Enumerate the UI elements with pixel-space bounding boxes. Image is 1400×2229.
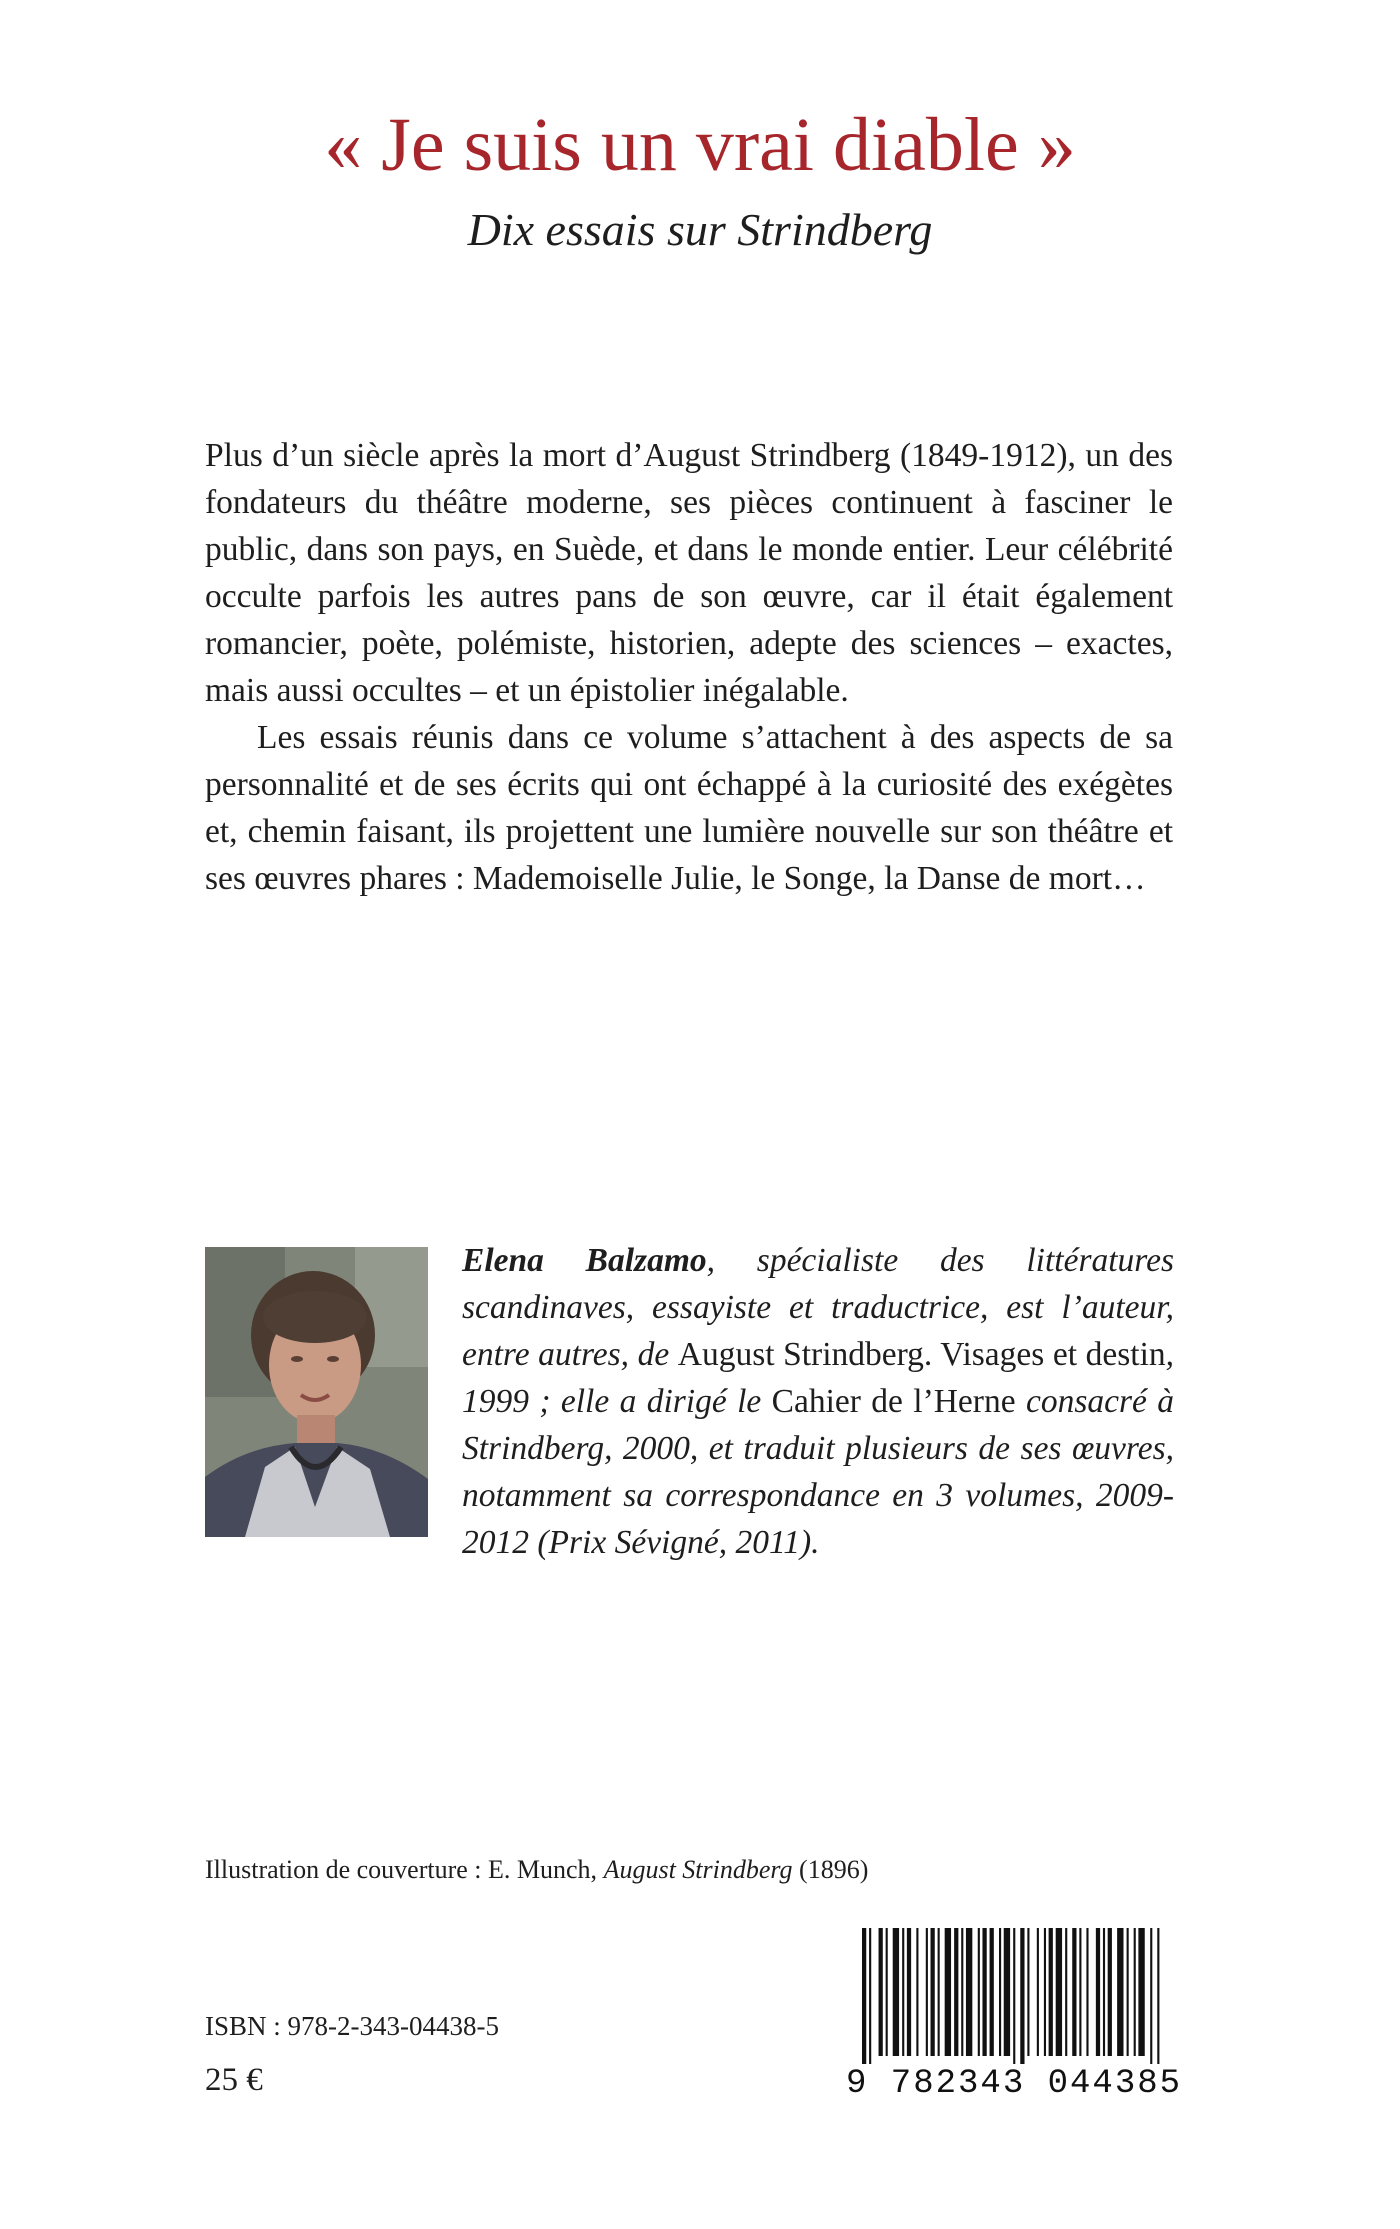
barcode-bar [886, 1928, 888, 2056]
barcode-bar [1037, 1928, 1039, 2056]
barcode-bar [1108, 1928, 1112, 2056]
barcode-digits: 9 782343 044385 [846, 2065, 1183, 2103]
barcode-bar [1157, 1928, 1159, 2068]
barcode-bar [1072, 1928, 1076, 2056]
barcode-bar [1004, 1928, 1010, 2056]
barcode-bar [1096, 1928, 1100, 2056]
barcode-bar [879, 1928, 883, 2056]
barcode-bar [1020, 1928, 1024, 2068]
barcode-bar [999, 1928, 1001, 2056]
barcode-bar [862, 1928, 866, 2068]
barcode-bar [954, 1928, 958, 2056]
barcode-bar [961, 1928, 963, 2056]
barcode-bar [1049, 1928, 1053, 2056]
author-bio [462, 1237, 1174, 1566]
author-photo [205, 1247, 428, 1537]
barcode-bar [1013, 1928, 1015, 2068]
barcode-bar [1150, 1928, 1152, 2068]
author-bio-text: , 1999 ; elle a dirigé le [462, 1336, 1174, 1420]
price: 25 € [205, 2062, 263, 2098]
author-name: Elena Balzamo [462, 1242, 707, 1279]
barcode-bar [966, 1928, 972, 2056]
barcode-bar [1117, 1928, 1123, 2056]
book-subtitle: Dix essais sur Strindberg [467, 204, 933, 255]
barcode-bar [938, 1928, 940, 2056]
barcode-bar [907, 1928, 911, 2056]
barcode-bar [1138, 1928, 1144, 2056]
author-bio-text: , spécialiste des littératures scandinaves, essayiste et traductrice, est l’auteur, entre autres, de [462, 1242, 1174, 1373]
barcode-bar [990, 1928, 994, 2056]
blurb-paragraph: Plus d’un siècle après la mort d’August Strindberg (1849-1912), un des fondateurs du théâtre moderne, ses pièces continuent à fasciner le public, dans son pays, en Suède, et dans le monde entier. Leur célébrité occulte parfois les autres pans de son œuvre, car il était également romancier, poète, polémiste, historien, adepte des sciences – exactes, mais aussi occultes – et un épistolier inégalable. [205, 437, 1173, 709]
credit-year: (1896) [792, 1855, 869, 1884]
barcode-bar [1086, 1928, 1088, 2056]
back-cover-blurb [205, 432, 1173, 902]
barcode-bar [1127, 1928, 1129, 2056]
author-portrait-image [205, 1247, 428, 1537]
barcode-bar [902, 1928, 904, 2056]
author-work-title: Cahier de l’Herne [771, 1383, 1016, 1420]
cover-illustration-credit [205, 1852, 868, 1888]
barcode-bar [926, 1928, 928, 2056]
barcode-bar [1056, 1928, 1062, 2056]
credit-prefix: Illustration de couverture : E. Munch, [205, 1855, 604, 1884]
barcode-bar [1027, 1928, 1029, 2056]
barcode-bar [931, 1928, 935, 2056]
blurb-paragraph: Les essais réunis dans ce volume s’attachent à des aspects de sa personnalité et de ses écrits qui ont échappé à la curiosité des exégètes et, chemin faisant, ils projettent une lumière nouvelle sur son théâtre et ses œuvres phares : Mademoiselle Julie, le Songe, la Danse de mort… [205, 719, 1173, 897]
book-title: « Je suis un vrai diable » [324, 103, 1076, 187]
barcode-bar [1103, 1928, 1105, 2056]
isbn: ISBN : 978-2-343-04438-5 [205, 2011, 499, 2041]
credit-work-title: August Strindberg [603, 1855, 793, 1884]
author-work-title: August Strindberg. Visages et destin [677, 1336, 1166, 1373]
barcode-bar [1044, 1928, 1046, 2056]
author-bio-text: consacré à Strindberg, 2000, et traduit plusieurs de ses œuvres, notamment sa correspondance en 3 volumes, 2009-2012 (Prix Sévigné, 2011). [462, 1383, 1174, 1561]
barcode-bar [1065, 1928, 1067, 2056]
barcode-bar [978, 1928, 980, 2056]
barcode-bar [916, 1928, 918, 2056]
barcode-bar [1079, 1928, 1081, 2056]
barcode-bar [869, 1928, 871, 2068]
barcode-bar [945, 1928, 951, 2056]
barcode-bars [862, 1928, 1162, 2068]
barcode-bar [893, 1928, 899, 2056]
barcode-bar [1134, 1928, 1136, 2056]
barcode-bar [982, 1928, 986, 2056]
barcode [846, 1928, 1183, 2103]
